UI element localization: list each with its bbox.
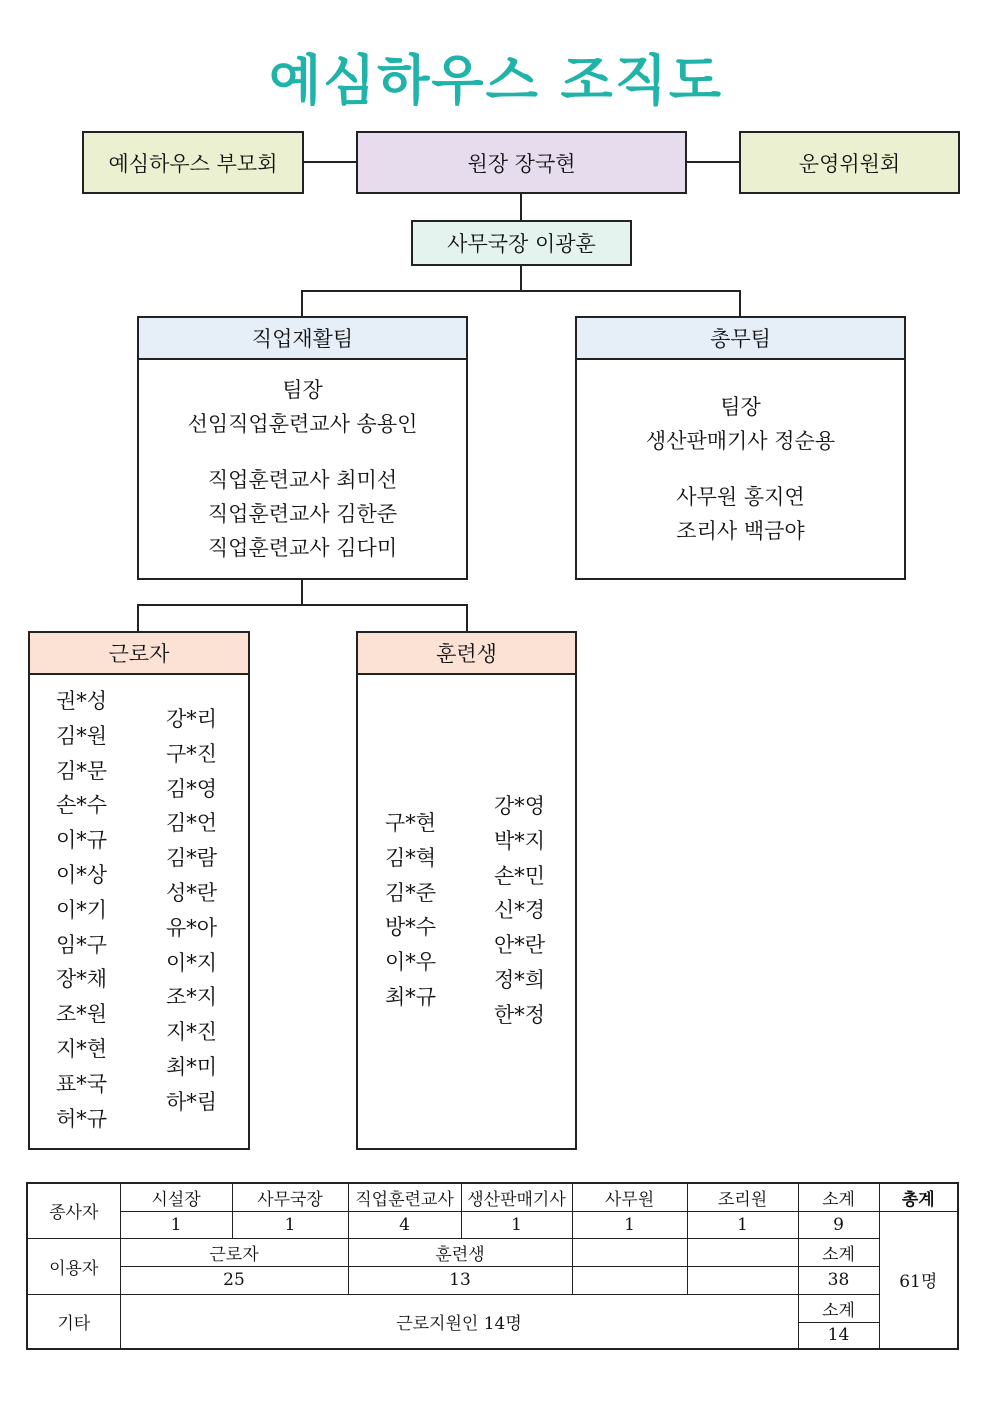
worker-name: 강*리 [166, 707, 218, 731]
worker-name: 유*아 [166, 915, 218, 940]
worker-name: 손*수 [56, 793, 108, 818]
staff-value: 1 [572, 1211, 687, 1238]
staff-header: 사무국장 [232, 1183, 348, 1211]
secretary-general-box[interactable] [411, 220, 632, 266]
director-label: 원장 장국현 [467, 151, 576, 176]
team-lead: 선임직업훈련교사 송용인 [187, 412, 418, 436]
committee-box[interactable] [739, 131, 960, 194]
parents-association-label: 예심하우스 부모회 [108, 151, 278, 176]
staff-label: 종사자 [27, 1183, 120, 1238]
staff-subtotal: 9 [798, 1211, 879, 1238]
worker-name: 김*언 [166, 811, 218, 836]
trainee-name: 신*경 [494, 898, 546, 923]
empty-cell [572, 1266, 687, 1294]
connector-line [466, 604, 468, 632]
empty-cell [687, 1238, 798, 1266]
total-label: 총계 [879, 1183, 958, 1211]
worker-name: 이*규 [56, 828, 108, 853]
staff-value: 1 [232, 1211, 348, 1238]
team-lead-title: 팀장 [282, 378, 323, 402]
admin-team-body [577, 360, 904, 548]
worker-name: 권*성 [56, 689, 108, 713]
worker-name: 지*현 [56, 1036, 108, 1061]
trainee-name: 정*희 [494, 967, 546, 992]
workers-column-2 [166, 702, 217, 1120]
admin-team-header: 총무팀 [577, 318, 904, 360]
subtotal-label: 소계 [798, 1183, 879, 1211]
admin-team-box[interactable] [575, 316, 906, 580]
vocational-team-body [139, 360, 466, 565]
connector-line [301, 290, 303, 317]
staff-header: 조리원 [687, 1183, 798, 1211]
trainees-column-2 [494, 789, 545, 1033]
worker-name: 이*상 [56, 862, 108, 887]
trainee-name: 강*영 [494, 794, 546, 818]
worker-name: 지*진 [166, 1020, 218, 1045]
workers-header: 근로자 [30, 633, 248, 675]
trainee-name: 안*란 [494, 933, 546, 958]
workers-box[interactable] [28, 631, 250, 1150]
worker-name: 김*람 [166, 846, 218, 871]
team-lead-title: 팀장 [720, 395, 761, 419]
vocational-team-header: 직업재활팀 [139, 318, 466, 360]
worker-name: 장*채 [56, 967, 108, 992]
team-member: 직업훈련교사 김다미 [207, 536, 398, 560]
secretary-general-label: 사무국장 이광훈 [447, 232, 596, 256]
empty-cell [687, 1266, 798, 1294]
worker-name: 김*영 [166, 776, 218, 801]
workers-column-1 [56, 684, 107, 1136]
staff-header: 직업훈련교사 [348, 1183, 461, 1211]
trainee-name: 김*준 [385, 880, 437, 905]
team-member: 조리사 백금야 [676, 519, 805, 543]
connector-line [304, 161, 356, 163]
other-subtotal: 14 [798, 1322, 879, 1349]
worker-name: 이*기 [56, 897, 108, 922]
staff-value: 4 [348, 1211, 461, 1238]
team-lead: 생산판매기사 정순용 [645, 429, 836, 453]
trainee-name: 이*우 [385, 950, 437, 975]
connector-line [687, 161, 739, 163]
team-member: 직업훈련교사 김한준 [207, 502, 398, 526]
connector-line [301, 290, 741, 292]
other-label: 기타 [27, 1294, 120, 1349]
trainee-name: 한*정 [494, 1002, 546, 1027]
connector-line [739, 290, 741, 317]
worker-name: 구*진 [166, 741, 218, 766]
worker-name: 하*림 [166, 1089, 218, 1114]
vocational-team-box[interactable] [137, 316, 468, 580]
page-title: 예심하우스 조직도 [268, 49, 724, 112]
worker-name: 성*란 [166, 880, 218, 905]
connector-line [520, 194, 522, 220]
trainee-name: 최*규 [385, 984, 437, 1009]
trainees-header: 훈련생 [358, 633, 575, 675]
total-value: 61명 [879, 1211, 958, 1349]
team-member: 사무원 홍지연 [676, 485, 805, 509]
staff-header: 사무원 [572, 1183, 687, 1211]
trainee-name: 손*민 [494, 863, 546, 888]
staff-header: 생산판매기사 [461, 1183, 572, 1211]
team-member: 직업훈련교사 최미선 [207, 468, 398, 492]
trainee-name: 방*수 [385, 915, 437, 940]
worker-name: 임*구 [56, 932, 108, 957]
trainee-name: 박*지 [494, 828, 546, 853]
summary-table [26, 1182, 959, 1350]
trainees-column-1 [385, 806, 436, 1015]
staff-value: 1 [120, 1211, 232, 1238]
staff-header: 시설장 [120, 1183, 232, 1211]
committee-label: 운영위원회 [798, 151, 901, 176]
users-label: 이용자 [27, 1238, 120, 1294]
users-header: 훈련생 [348, 1238, 572, 1266]
users-value: 13 [348, 1266, 572, 1294]
parents-association-box[interactable] [82, 131, 304, 194]
connector-line [301, 580, 303, 605]
trainees-box[interactable] [356, 631, 577, 1150]
users-value: 25 [120, 1266, 348, 1294]
worker-name: 조*원 [56, 1002, 108, 1027]
staff-value: 1 [687, 1211, 798, 1238]
trainee-name: 김*혁 [385, 845, 437, 870]
worker-name: 조*지 [166, 985, 218, 1010]
subtotal-label: 소계 [798, 1238, 879, 1266]
empty-cell [572, 1238, 687, 1266]
director-box[interactable] [356, 131, 687, 194]
worker-name: 표*국 [56, 1071, 108, 1096]
staff-value: 1 [461, 1211, 572, 1238]
connector-line [137, 604, 139, 632]
worker-name: 이*지 [166, 950, 218, 975]
worker-name: 최*미 [166, 1054, 218, 1079]
users-header: 근로자 [120, 1238, 348, 1266]
connector-line [137, 604, 468, 606]
subtotal-label: 소계 [798, 1294, 879, 1322]
other-text: 근로지원인 14명 [120, 1294, 798, 1349]
users-subtotal: 38 [798, 1266, 879, 1294]
worker-name: 허*규 [56, 1106, 108, 1131]
worker-name: 김*원 [56, 723, 108, 748]
connector-line [520, 266, 522, 291]
worker-name: 김*문 [56, 758, 108, 783]
trainee-name: 구*현 [385, 811, 437, 835]
